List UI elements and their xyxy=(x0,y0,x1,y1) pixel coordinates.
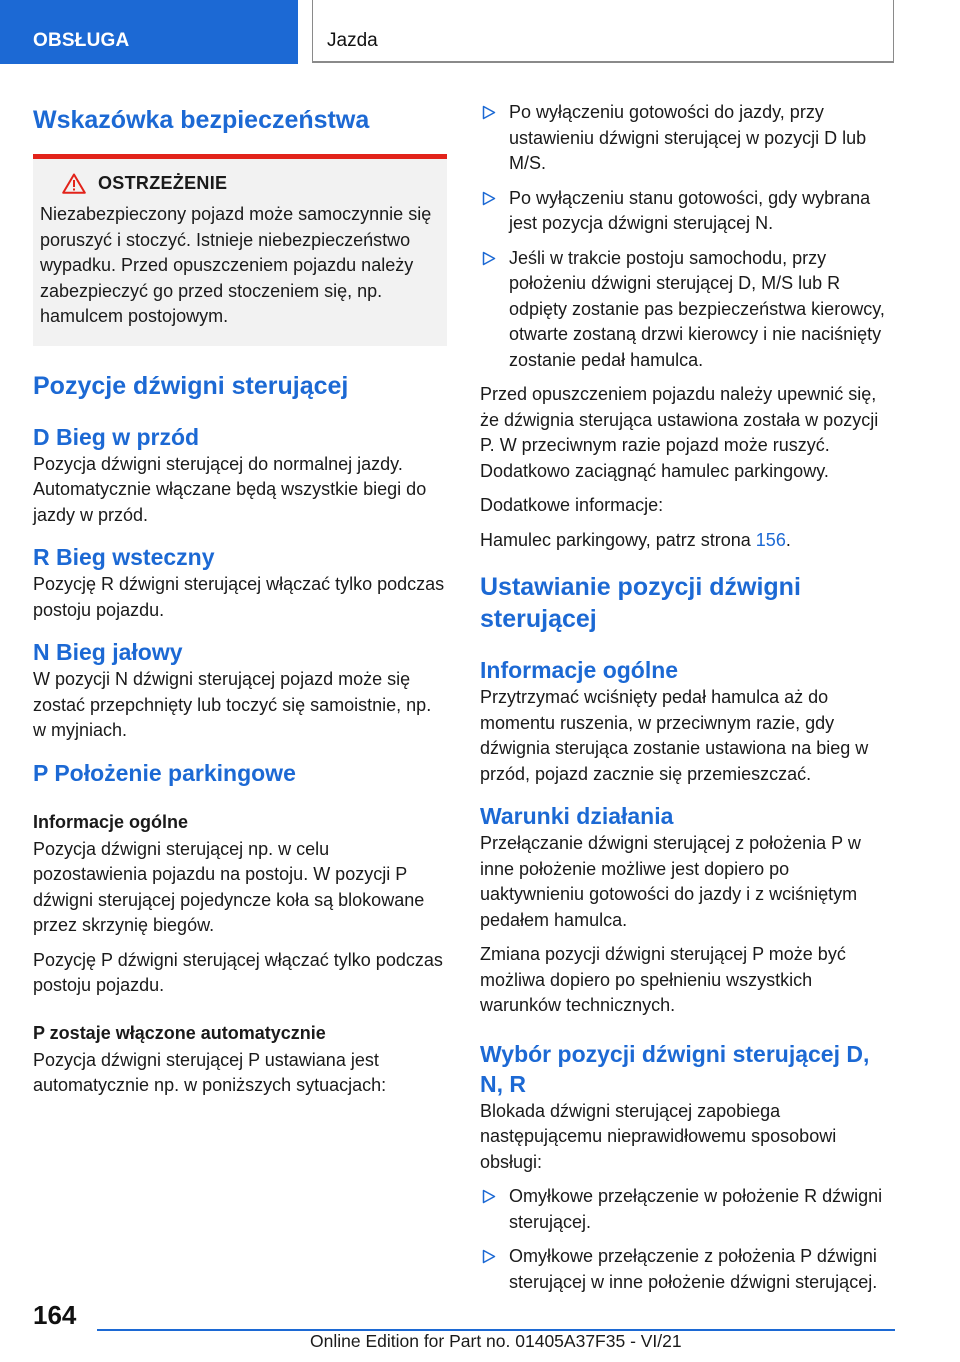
general-info-heading: Informacje ogólne xyxy=(480,657,679,683)
left-column xyxy=(33,100,447,1108)
list-item-text: Jeśli w trakcie postoju samochodu, przy położeniu dźwigni sterującej D, M/S lub R odpięty zostanie pas bezpieczeństwa kierowcy, otwarte zostaną drzwi kierowcy i nie naciśnięty zostanie pedał hamulca. xyxy=(509,247,885,370)
right-column xyxy=(480,100,896,1304)
list-item-text: Omyłkowe przełączenie z położenia P dźwigni sterującej w inne położenie dźwigni sterującej. xyxy=(509,1246,878,1292)
r-heading: R Bieg wsteczny xyxy=(33,544,215,570)
list-item xyxy=(480,1244,896,1295)
setting-heading: Ustawianie pozycji dźwigni sterującej xyxy=(480,573,801,633)
conditions-text-2: Zmiana pozycji dźwigni sterującej P może być możliwa dopiero po spełnieniu wszystkich warunków technicznych. xyxy=(480,944,846,1015)
reference-prefix: Hamulec parkingowy, patrz strona xyxy=(480,529,756,550)
warning-box xyxy=(33,154,447,346)
parking-brake-reference xyxy=(480,528,896,554)
select-list xyxy=(480,1184,896,1295)
p-auto-heading: P zostaje włączone automatycznie xyxy=(33,1022,326,1043)
positions-heading: Pozycje dźwigni sterującej xyxy=(33,371,349,400)
triangle-bullet-icon xyxy=(482,1249,496,1264)
page-reference-link[interactable]: 156 xyxy=(755,529,786,550)
p-heading: P Położenie parkingowe xyxy=(33,759,296,786)
auto-conditions-list xyxy=(480,100,896,373)
list-item xyxy=(480,1184,896,1235)
n-text: W pozycji N dźwigni sterującej pojazd może się zostać przepchnięty lub toczyć się samoistnie, np. w myjniach. xyxy=(33,669,432,740)
conditions-heading: Warunki działania xyxy=(480,803,674,829)
p-auto-text: Pozycja dźwigni sterującej P ustawiana jest automatycznie np. w poniższych sytuacjach: xyxy=(33,1049,387,1095)
footer-edition: Online Edition for Part no. 01405A37F35 - VI/21 xyxy=(310,1331,682,1351)
header-chapter-label: Jazda xyxy=(327,30,378,51)
leave-vehicle-text: Przed opuszczeniem pojazdu należy upewnić się, że dźwignia sterująca ustawiona została w pozycji P. W przeciwnym razie pojazd może ruszyć. Dodatkowo zaciągnąć hamulec parkingowy. xyxy=(480,384,879,481)
reference-suffix: . xyxy=(785,529,791,550)
p-general-heading: Informacje ogólne xyxy=(33,811,189,832)
safety-heading: Wskazówka bezpieczeństwa xyxy=(33,106,370,134)
triangle-bullet-icon xyxy=(482,105,496,120)
conditions-text-1: Przełączanie dźwigni sterującej z położenia P w inne położenie możliwe jest dopiero po uaktywnieniu gotowości do jazdy i z wciśniętym pedałem hamulca. xyxy=(480,833,861,930)
header-chapter-tab xyxy=(312,0,894,63)
list-item-text: Omyłkowe przełączenie w położenie R dźwigni sterującej. xyxy=(509,1186,883,1232)
list-item-text: Po wyłączeniu gotowości do jazdy, przy ustawieniu dźwigni sterującej w pozycji D lub M/S. xyxy=(509,102,867,173)
more-info-label: Dodatkowe informacje: xyxy=(480,495,664,515)
warning-triangle-icon xyxy=(62,173,86,194)
page-number: 164 xyxy=(33,1300,77,1330)
select-heading: Wybór pozycji dźwigni sterującej D, N, R xyxy=(480,1040,870,1097)
p-general-text-2: Pozycję P dźwigni sterującej włączać tylko podczas postoju pojazdu. xyxy=(33,949,443,995)
list-item xyxy=(480,246,896,374)
warning-title-row xyxy=(40,173,440,194)
triangle-bullet-icon xyxy=(482,251,496,266)
p-general-text-1: Pozycja dźwigni sterującej np. w celu pozostawienia pojazdu na postoju. W pozycji P dźwigni sterującej pojedyncze koła są blokowane przez skrzynię biegów. xyxy=(33,838,425,935)
n-heading: N Bieg jałowy xyxy=(33,639,183,665)
triangle-bullet-icon xyxy=(482,191,496,206)
d-heading: D Bieg w przód xyxy=(33,423,200,450)
r-text: Pozycję R dźwigni sterującej włączać tylko podczas postoju pojazdu. xyxy=(33,574,445,620)
header-section-tab xyxy=(0,0,298,64)
list-item-text: Po wyłączeniu stanu gotowości, gdy wybrana jest pozycja dźwigni sterującej N. xyxy=(509,187,871,233)
warning-title: OSTRZEŻENIE xyxy=(98,173,228,193)
warning-text: Niezabezpieczony pojazd może samoczynnie się poruszyć i stoczyć. Istnieje niebezpieczeństwo wypadku. Przed opuszczeniem pojazdu należy zabezpieczyć go przed stoczeniem się, np. hamulcem postojowym. xyxy=(40,204,432,326)
d-text: Pozycja dźwigni sterującej do normalnej jazdy. Automatycznie włączane będą wszystkie biegi do jazdy w przód. xyxy=(33,453,427,525)
list-item xyxy=(480,100,896,177)
triangle-bullet-icon xyxy=(482,1189,496,1204)
list-item xyxy=(480,186,896,237)
general-info-text: Przytrzymać wciśnięty pedał hamulca aż do momentu ruszenia, w przeciwnym razie, gdy dźwignia sterująca zostanie ustawiona na bieg w przód, pojazd zacznie się przemieszczać. xyxy=(480,687,869,784)
select-text: Blokada dźwigni sterującej zapobiega następującemu nieprawidłowemu sposobowi obsługi: xyxy=(480,1100,837,1172)
header-section-label: OBSŁUGA xyxy=(33,30,130,51)
